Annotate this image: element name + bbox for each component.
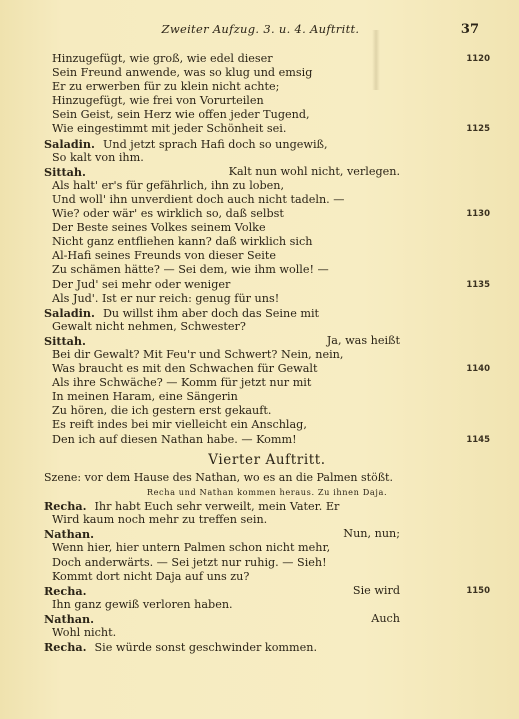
verse-line: [44, 513, 490, 527]
verse-line: [44, 263, 490, 277]
verse-line: [44, 598, 490, 612]
speaker-name: Recha.: [44, 640, 87, 655]
verse-line: [44, 52, 490, 66]
verse-text: Du willst ihm aber doch das Seine mit: [102, 306, 320, 320]
verse-line: [44, 165, 490, 179]
verse-text-continued: Nun, nun;: [343, 527, 400, 541]
verse-line: [44, 137, 490, 151]
speaker-name: Recha.: [44, 499, 87, 514]
speaker-name: Nathan.: [44, 611, 95, 626]
verse-text: Gewalt nicht nehmen, Schwester?: [52, 319, 246, 333]
verse-text-continued: Ja, was heißt: [326, 333, 400, 347]
verse-text: Er zu erwerben für zu klein nicht achte;: [52, 80, 280, 94]
line-number: 1135: [466, 279, 490, 290]
verse-line: [44, 541, 490, 555]
verse-text: Nicht ganz entfliehen kann? daß wirklich sich: [52, 235, 313, 249]
verse-line: [44, 235, 490, 249]
verse-text: Wenn hier, hier untern Palmen schon nicht mehr,: [52, 541, 331, 555]
verse-text: In meinen Haram, eine Sängerin: [52, 390, 238, 404]
verse-text: Wie? oder wär' es wirklich so, daß selbst: [52, 207, 284, 221]
verse-line: [44, 151, 490, 165]
speaker-name: Saladin.: [44, 305, 95, 320]
verse-line: [44, 418, 490, 432]
verse-line: [44, 108, 490, 122]
verse-text: Den ich auf diesen Nathan habe. — Komm!: [52, 432, 297, 446]
line-number: 1120: [466, 54, 490, 64]
verse-text: Doch anderwärts. — Sei jetzt nur ruhig. — Sieh!: [52, 555, 327, 569]
verse-line: [44, 527, 490, 541]
verse-text: Hinzugefügt, wie groß, wie edel dieser: [52, 52, 273, 65]
verse-text: Der Jud' sei mehr oder weniger: [52, 277, 231, 291]
verse-line: [44, 193, 490, 207]
line-number: 1140: [466, 364, 490, 375]
line-number: 1125: [466, 124, 490, 135]
speaker-name: Sittah.: [44, 333, 86, 348]
verse-line: [44, 584, 490, 598]
verse-line: [44, 348, 490, 362]
verse-line: [44, 249, 490, 263]
verse-line: [44, 179, 490, 193]
verse-block-scene4: [44, 499, 490, 654]
verse-line: [44, 292, 490, 306]
verse-line: [44, 404, 490, 418]
scene-title: Vierter Auftritt.: [208, 451, 326, 468]
verse-text: Der Beste seines Volkes seinem Volke: [52, 221, 266, 235]
verse-text: Sein Geist, sein Herz wie offen jeder Tugend,: [52, 108, 310, 122]
verse-text: Es reift indes bei mir vielleicht ein Anschlag,: [52, 418, 307, 432]
page-number: 37: [460, 22, 479, 37]
verse-line: [44, 221, 490, 235]
verse-line: [44, 66, 490, 80]
verse-line: [44, 94, 490, 108]
verse-text: Wohl nicht.: [52, 625, 117, 639]
verse-text-continued: Kalt nun wohl nicht, verlegen.: [228, 164, 400, 178]
verse-block-act2-scene3: [44, 52, 490, 447]
verse-text: Kommt dort nicht Daja auf uns zu?: [52, 569, 250, 583]
verse-line: [44, 556, 490, 570]
verse-line: [44, 626, 490, 640]
verse-line: [44, 80, 490, 94]
verse-line: [44, 207, 490, 221]
scene-description: Szene: vor dem Hause des Nathan, wo es an die Palmen stößt.: [44, 470, 393, 484]
verse-line: [44, 640, 490, 654]
verse-line: [44, 320, 490, 334]
verse-line: [44, 499, 490, 513]
verse-text-continued: Auch: [371, 611, 400, 625]
speaker-name: Recha.: [44, 583, 87, 598]
verse-line: [44, 122, 490, 136]
speaker-name: Saladin.: [44, 136, 95, 151]
verse-line: [44, 334, 490, 348]
verse-text: Und jetzt sprach Hafi doch so ungewiß,: [102, 137, 328, 151]
verse-text: Als ihre Schwäche? — Komm für jetzt nur mit: [52, 376, 312, 390]
verse-text: Ihn ganz gewiß verloren haben.: [52, 597, 233, 611]
verse-text: Al-Hafi seines Freunds von dieser Seite: [52, 249, 276, 263]
verse-text: Zu schämen hätte? — Sei dem, wie ihm wolle! —: [52, 263, 329, 277]
verse-line: [44, 433, 490, 447]
stage-direction: Recha und Nathan kommen heraus. Zu ihnen Daja.: [146, 487, 388, 498]
verse-line: [44, 278, 490, 292]
line-number: 1145: [466, 434, 490, 445]
line-number: 1150: [466, 585, 490, 596]
text-body: [44, 52, 490, 654]
verse-text: Wie eingestimmt mit jeder Schönheit sei.: [52, 122, 287, 136]
verse-text: Als Jud'. Ist er nur reich: genug für uns!: [52, 291, 280, 305]
verse-text: Und woll' ihn unverdient doch auch nicht tadeln. —: [52, 192, 345, 206]
verse-text: Wird kaum noch mehr zu treffen sein.: [52, 513, 268, 527]
running-head: Zweiter Aufzug. 3. u. 4. Auftritt.: [161, 22, 360, 36]
speaker-name: Nathan.: [44, 527, 95, 542]
page-header: [60, 22, 479, 42]
verse-text: Zu hören, die ich gestern erst gekauft.: [52, 404, 272, 418]
verse-line: [44, 376, 490, 390]
verse-text: Bei dir Gewalt? Mit Feu'r und Schwert? Nein, nein,: [52, 347, 344, 361]
line-number: 1130: [466, 209, 490, 220]
verse-text: Sein Freund anwende, was so klug und emsig: [52, 66, 313, 80]
verse-text: Sie würde sonst geschwinder kommen.: [94, 641, 318, 655]
verse-line: [44, 306, 490, 320]
verse-text: Ihr habt Euch sehr verweilt, mein Vater. Er: [94, 500, 340, 514]
verse-text: Hinzugefügt, wie frei von Vorurteilen: [52, 94, 264, 108]
verse-line: [44, 570, 490, 584]
speaker-name: Sittah.: [44, 164, 86, 179]
verse-line: [44, 390, 490, 404]
verse-line: [44, 362, 490, 376]
verse-text: Als halt' er's für gefährlich, ihn zu loben,: [52, 178, 285, 192]
verse-text: So kalt von ihm.: [52, 150, 144, 164]
verse-text-continued: Sie wird: [352, 583, 400, 597]
verse-text: Was braucht es mit den Schwachen für Gewalt: [52, 362, 318, 376]
verse-line: [44, 612, 490, 626]
